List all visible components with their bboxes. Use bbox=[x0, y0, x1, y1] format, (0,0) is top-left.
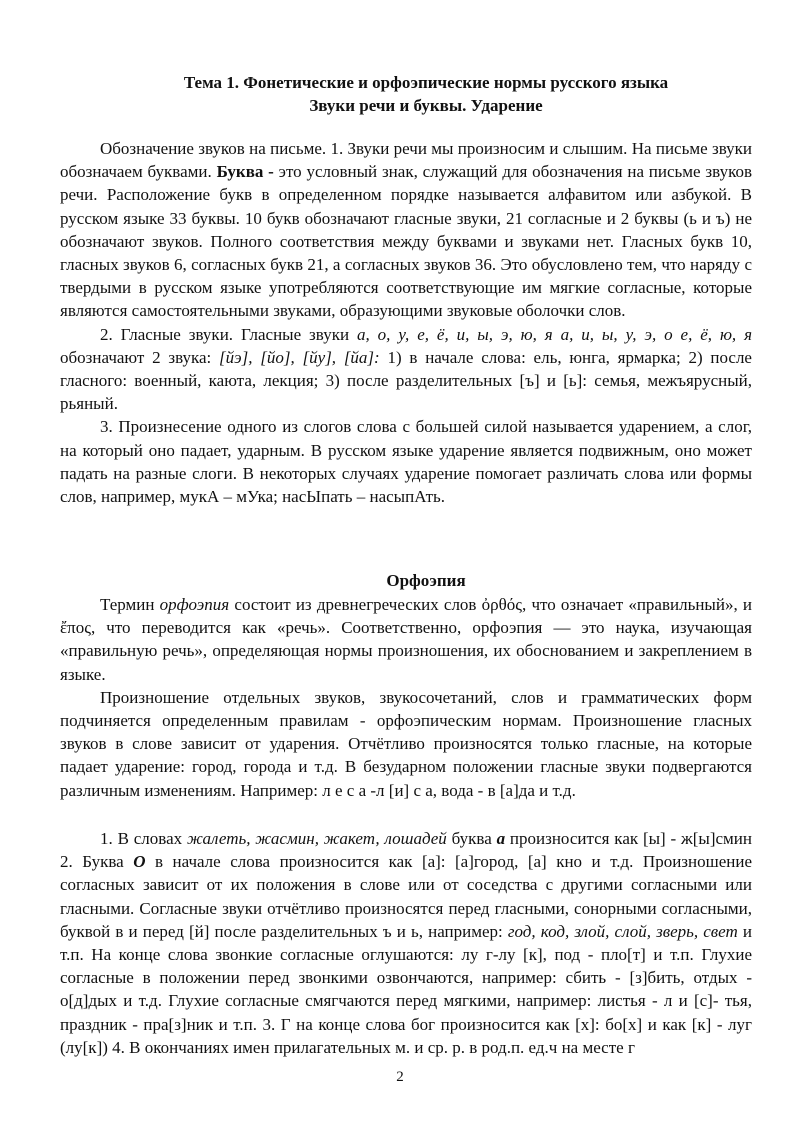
paragraph-stress: 3. Произнесение одного из слогов слова с большей силой называется ударением, а слог, на который оно падает, ударным. В русском языке ударение является подвижным, оно может падать на разные слоги. В некоторых случаях ударение помогает различать слова или формы слов, например, мукА – мУка; насЫпать – насыпАть. bbox=[60, 417, 752, 507]
page-title: Тема 1. Фонетические и орфоэпические нормы русского языка bbox=[183, 73, 669, 92]
section-heading-orthoepy: Орфоэпия bbox=[386, 571, 466, 590]
section-sounds-letters bbox=[60, 137, 752, 508]
page-number: 2 bbox=[396, 1069, 404, 1085]
section-rules bbox=[60, 827, 752, 1059]
paragraph-letters: Обозначение звуков на письме. 1. Звуки речи мы произносим и слышим. На письме звуки обозначаем буквами. Буква - это условный знак, служащий для обозначения на письме звуков речи. Расположение букв в определенном порядке называется алфавитом или азбукой. В русском языке 33 буквы. 10 букв обозначают гласные звуки, 21 согласные и 2 буквы (ь и ъ) не обозначают звуков. Полного соответствия между буквами и звуками нет. Гласных букв 10, гласных звуков 6, согласных букв 21, а согласных звуков 36. Это обусловлено тем, что наряду с твердыми в русском языке употребляются соответствующие им мягкие согласные, которые являются самостоятельными звуками, образующими звуковые оболочки слов. bbox=[60, 139, 752, 321]
paragraph-pronunciation: Произношение отдельных звуков, звукосочетаний, слов и грамматических форм подчиняется определенным правилам - орфоэпическим нормам. Произношение гласных звуков в слове зависит от ударения. Отчётливо произносятся только гласные, на которые падает ударение: город, города и т.д. В безударном положении гласные звуки подвергаются различным изменениям. Например: л е с а -л [и] с а, вода - в [а]да и т.д. bbox=[60, 687, 752, 800]
page-subtitle: Звуки речи и буквы. Ударение bbox=[309, 96, 543, 115]
section-orthoepy bbox=[60, 593, 752, 802]
paragraph-rules: 1. В словах жалеть, жасмин, жакет, лошадей буква а произносится как [ы] - ж[ы]смин 2. Буква О в начале слова произносится как [а]: [а]город, [а] кно и т.д. Произношение согласных зависит от их положения в слове или от соседства с другими согласными или гласными. Согласные звуки отчётливо произносятся перед гласными, сонорными согласными, буквой в и перед [й] после разделительных ъ и ь, например: год, код, злой, слой, зверь, свет и т.п. На конце слова звонкие согласные оглушаются: лу г-лу [к], под - пло[т] и т.п. Глухие согласные в положении перед звонкими озвончаются, например: сбить - [з]бить, отдых - о[д]дых и т.д. Глухие согласные смягчаются перед мягкими, например: листья - л и [с]- тья, праздник - пра[з]ник и т.п. 3. Г на конце слова бог произносится как [х]: бо[х] и как [к] - луг (лу[к]) 4. В окончаниях имен прилагательных м. и ср. р. в род.п. ед.ч на месте г bbox=[60, 829, 752, 1057]
paragraph-term: Термин орфоэпия состоит из древнегреческих слов ὀρθός, что означает «правильный», и ἔπος, что переводится как «речь». Соответственно, орфоэпия — это наука, изучающая «правильную речь», определяющая нормы произношения, их обоснованием и закреплением в языке. bbox=[60, 595, 752, 684]
paragraph-vowels: 2. Гласные звуки. Гласные звуки а, о, у, е, ё, и, ы, э, ю, я а, и, ы, у, э, о е, ё, ю, я обозначают 2 звука: [йэ], [йо], [йу], [йа]: 1) в начале слова: ель, юнга, ярмарка; 2) после гласного: военный, каюта, лекция; 3) после разделительных [ъ] и [ь]: семья, межъярусный, рьяный. bbox=[60, 324, 753, 414]
